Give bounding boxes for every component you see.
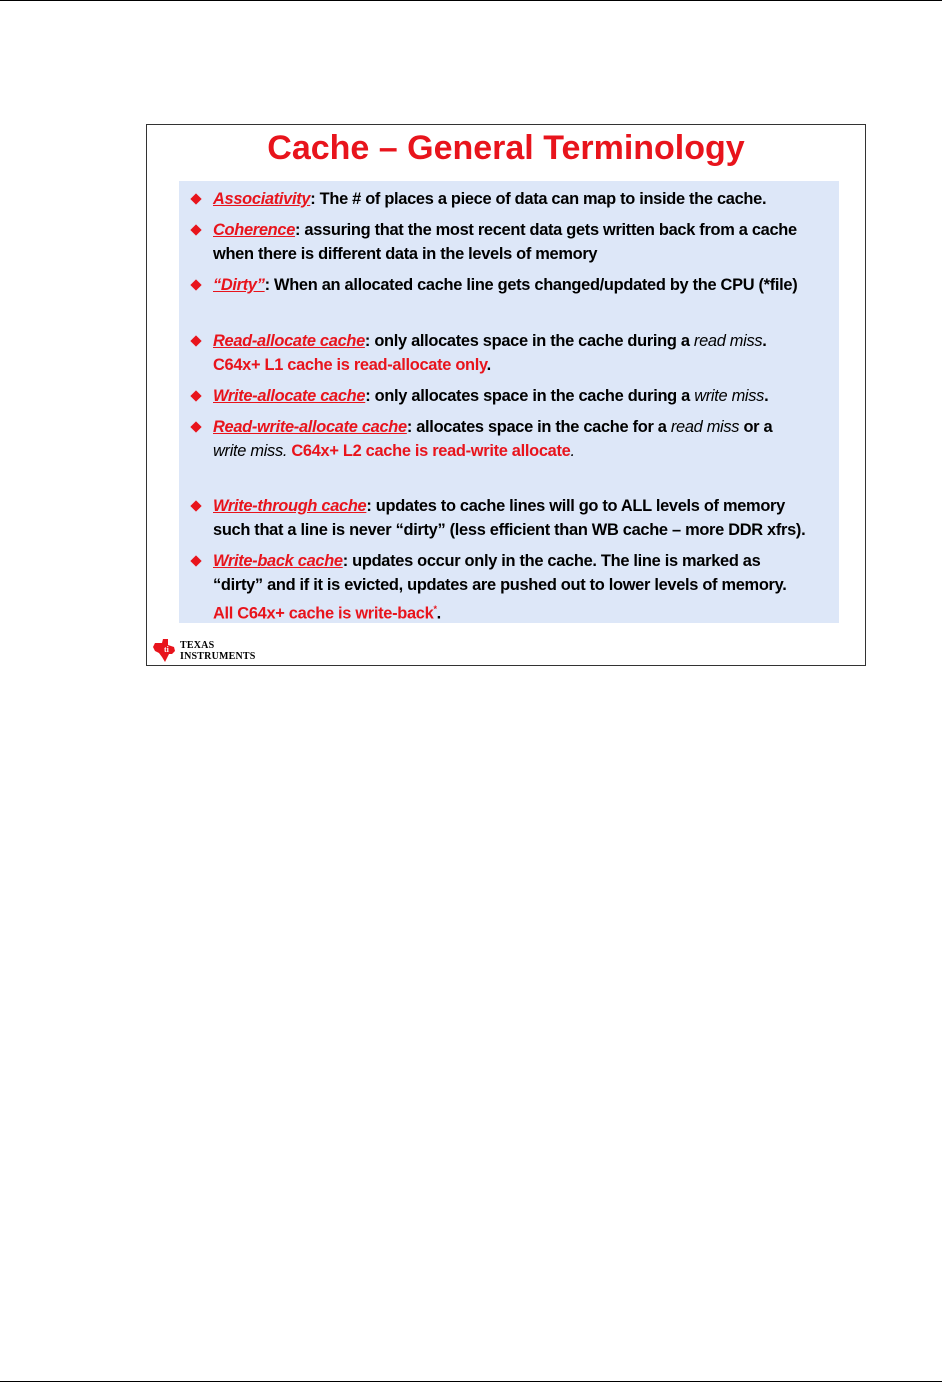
diamond-bullet-icon [190, 279, 201, 290]
list-item: Write-allocate cache: only allocates space in the cache during a write miss. [192, 384, 832, 408]
list-item: Write-through cache: updates to cache lines will go to ALL levels of memory such that a line is never “dirty” (less efficient than WB cache – more DDR xfrs). [192, 494, 832, 542]
list-item: Write-back cache: updates occur only in the cache. The line is marked as “dirty” and if it is evicted, updates are pushed out to lower levels of memory. All C64x+ cache is write-back*. [192, 549, 832, 625]
terminology-panel [179, 181, 839, 623]
term: Read-write-allocate cache [213, 418, 407, 436]
page-top-rule [0, 0, 942, 1]
term: “Dirty” [213, 276, 265, 294]
diamond-bullet-icon [190, 421, 201, 432]
texas-state-logo-icon [152, 637, 178, 663]
list-item: Read-allocate cache: only allocates space in the cache during a read miss. C64x+ L1 cache is read-allocate only. [192, 329, 832, 377]
diamond-bullet-icon [190, 335, 201, 346]
svg-text:ti: ti [164, 645, 169, 654]
logo-text-instruments: INSTRUMENTS [180, 651, 256, 662]
diamond-bullet-icon [190, 390, 201, 401]
term: Read-allocate cache [213, 332, 365, 350]
logo-text-texas: TEXAS [180, 640, 215, 651]
slide [146, 124, 866, 666]
diamond-bullet-icon [190, 224, 201, 235]
list-item: Coherence: assuring that the most recent data gets written back from a cache when there is different data in the levels of memory [192, 218, 832, 266]
list-item: “Dirty”: When an allocated cache line gets changed/updated by the CPU (*file) [192, 273, 832, 297]
page-bottom-rule [0, 1381, 942, 1382]
slide-title: Cache – General Terminology [267, 129, 745, 167]
diamond-bullet-icon [190, 555, 201, 566]
list-item: Read-write-allocate cache: allocates space in the cache for a read miss or a write miss. C64x+ L2 cache is read-write allocate. [192, 415, 832, 463]
term: Associativity [213, 190, 311, 208]
term: Write-through cache [213, 497, 367, 515]
term: Write-back cache [213, 552, 343, 570]
term: Coherence [213, 221, 296, 239]
texas-instruments-logo [152, 637, 272, 663]
term: Write-allocate cache [213, 387, 366, 405]
diamond-bullet-icon [190, 500, 201, 511]
diamond-bullet-icon [190, 193, 201, 204]
list-item: Associativity: The # of places a piece of data can map to inside the cache. [192, 187, 832, 211]
